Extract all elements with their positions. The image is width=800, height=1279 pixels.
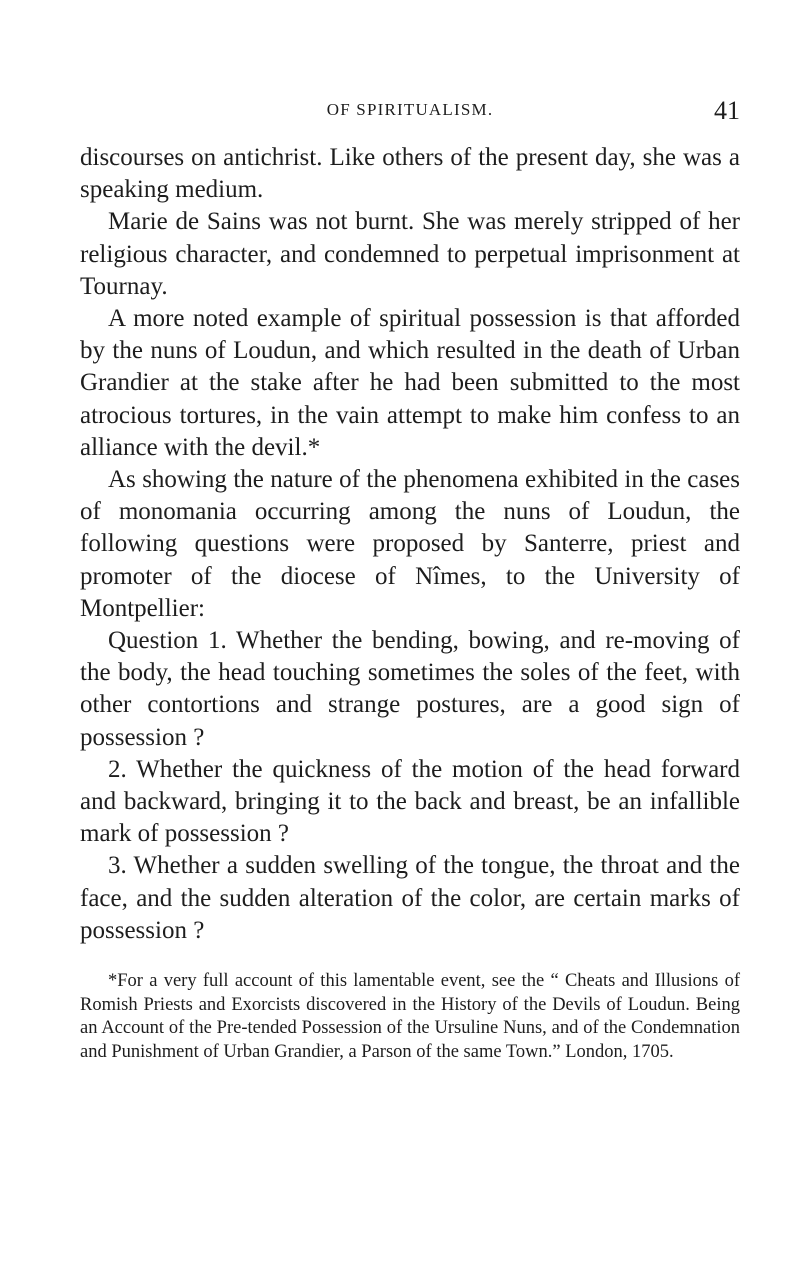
paragraph-continuation: discourses on antichrist. Like others of the present day, she was a speaking medium. <box>80 144 740 204</box>
paragraph-question-3: 3. Whether a sudden swelling of the tongue, the throat and the face, and the sudden alteration of the color, are certain marks of possession ? <box>80 852 740 944</box>
footnote-text: *For a very full account of this lamentable event, see the “ Cheats and Illusions of Romish Priests and Exorcists discovered in the History of the Devils of Loudun. Being an Account of the Pre-tended Possession of the Ursuline Nuns, and of the Condemnation and Punishment of Urban Grandier, a Parson of the same Town.” London, 1705. <box>80 971 740 1062</box>
paragraph-loudun-nuns: A more noted example of spiritual possession is that afforded by the nuns of Loudun, and which resulted in the death of Urban Grandier at the stake after he had been submitted to the most atrocious tortures, in the vain attempt to make him confess to an alliance with the devil.* <box>80 305 740 461</box>
running-title: OF SPIRITUALISM. <box>326 100 494 119</box>
paragraph-marie-de-sains: Marie de Sains was not burnt. She was merely stripped of her religious character, and condemned to perpetual imprisonment at Tournay. <box>80 208 740 300</box>
paragraph-question-1: Question 1. Whether the bending, bowing, and re-moving of the body, the head touching sometimes the soles of the feet, with other contortions and strange postures, are a good sign of possession ? <box>80 627 740 751</box>
page-number: 41 <box>714 96 740 125</box>
paragraph-question-2: 2. Whether the quickness of the motion of the head forward and backward, bringing it to the back and breast, be an infallible mark of possession ? <box>80 755 740 848</box>
running-head <box>80 96 740 126</box>
paragraph-phenomena: As showing the nature of the phenomena exhibited in the cases of monomania occurring among the nuns of Loudun, the following questions were proposed by Santerre, priest and promoter of the diocese of Nîmes, to the University of Montpellier: <box>80 466 740 622</box>
footnote <box>80 970 740 1064</box>
body-text <box>80 142 740 947</box>
